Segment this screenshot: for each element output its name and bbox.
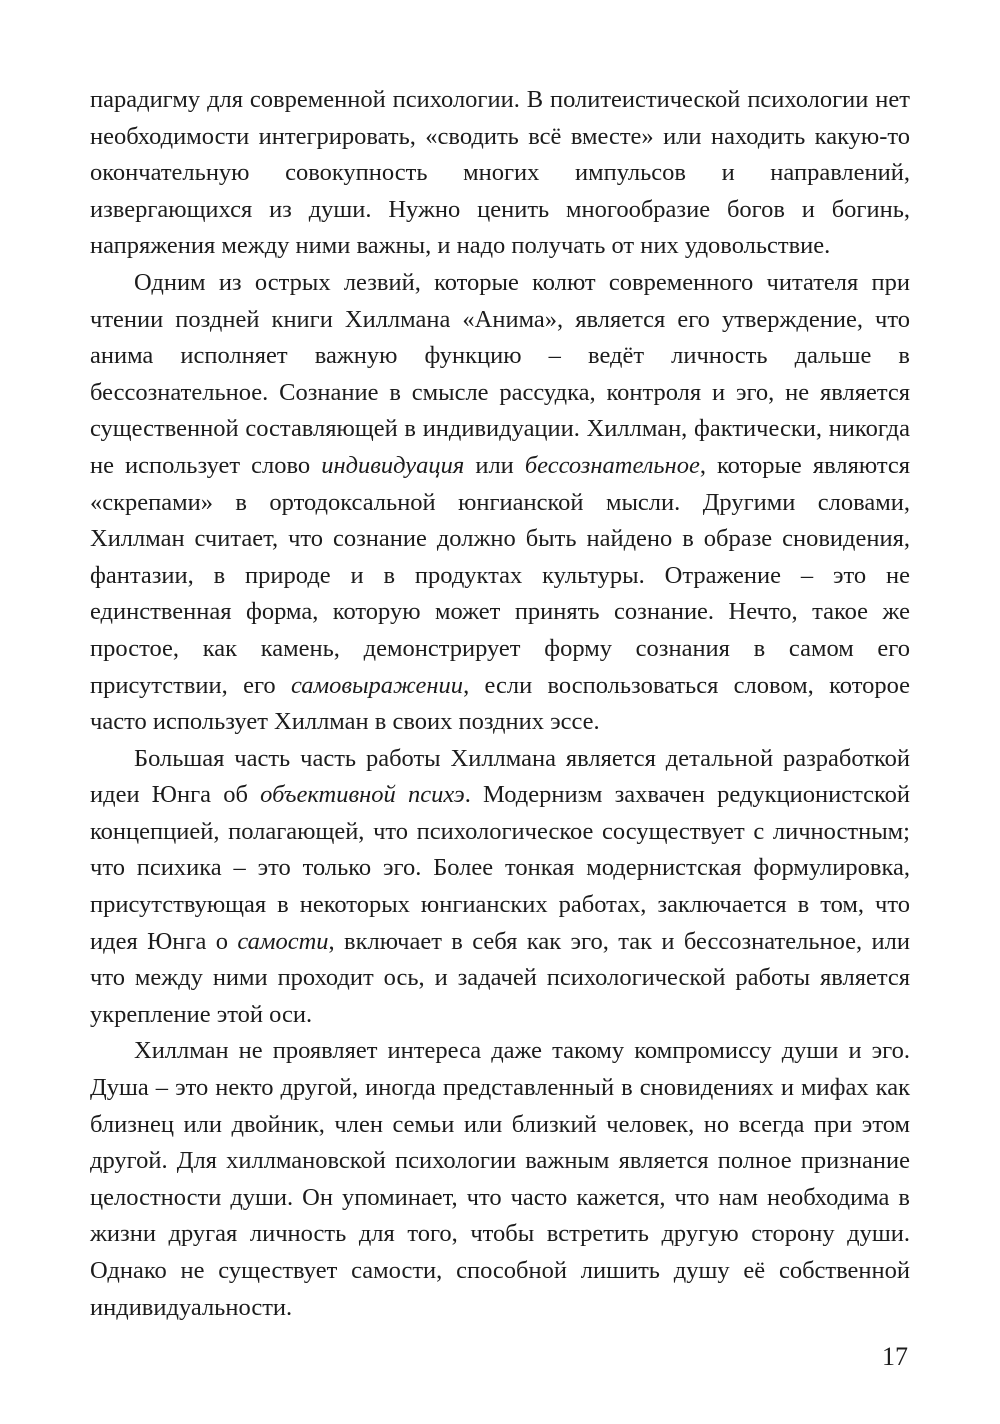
italic-term: самовыражении: [290, 671, 464, 699]
text-run: Одним из острых лезвий, которые колют современного читателя при чтении поздней книги Хиллмана «Анима», является его утверждение, что анима исполняет важную функцию – ведёт личность дальше в бессознательное. Сознание в смысле рассудка, контроля и эго, не является существенной составляющей в индивидуации. Хиллман, фактически, никогда не использует слово: [90, 268, 910, 479]
page-number: 17: [882, 1342, 908, 1371]
text-run: Большая часть часть работы Хиллмана является детальной разработкой идеи Юнга об: [90, 744, 910, 809]
paragraph-1: [90, 82, 910, 265]
paragraph-2: [90, 265, 910, 741]
text-run: , включает в себя как эго, так и бессознательное, или что между ними проходит ось, и задачей психологической работы является укрепление этой оси.: [90, 927, 910, 1028]
text-run: или: [464, 451, 525, 479]
text-run: Хиллман не проявляет интереса даже такому компромиссу души и эго. Душа – это некто другой, иногда представленный в сновидениях и мифах как близнец или двойник, член семьи или близкий человек, но всегда при этом другой. Для хиллмановской психологии важным является полное признание целостности души. Он упоминает, что часто кажется, что нам необходима в жизни другая личность для того, чтобы встретить другую сторону души. Однако не существует самости, способной лишить душу её собственной индивидуальности.: [90, 1037, 910, 1321]
page-body: [90, 82, 910, 1326]
italic-term: индивидуация: [321, 451, 465, 479]
text-run: парадигму для современной психологии. В политеистической психологии нет необходимости интегрировать, «сводить всё вместе» или находить какую-то окончательную совокупность многих импульсов и направлений, извергающихся из души. Нужно ценить многообразие богов и богинь, напряжения между ними важны, и надо получать от них удовольствие.: [90, 86, 910, 260]
italic-term: самости: [237, 927, 329, 955]
italic-term: объективной психэ: [260, 781, 465, 809]
paragraph-4: [90, 1033, 910, 1326]
text-run: . Модернизм захвачен редукционистской концепцией, полагающей, что психологическое сосуществует с личностным; что психика – это только эго. Более тонкая модернистская формулировка, присутствующая в некоторых юнгианских работах, заключается в том, что идея Юнга о: [90, 781, 910, 955]
paragraph-3: [90, 741, 910, 1034]
text-run: , которые являются «скрепами» в ортодоксальной юнгианской мысли. Другими словами, Хиллман считает, что сознание должно быть найдено в образе сновидения, фантазии, в природе и в продуктах культуры. Отражение – это не единственная форма, которую может принять сознание. Нечто, такое же простое, как камень, демонстрирует форму сознания в самом его присутствии, его: [90, 451, 910, 699]
italic-term: бессознательное: [524, 451, 700, 479]
text-run: , если воспользоваться словом, которое часто использует Хиллман в своих поздних эссе.: [90, 671, 911, 736]
